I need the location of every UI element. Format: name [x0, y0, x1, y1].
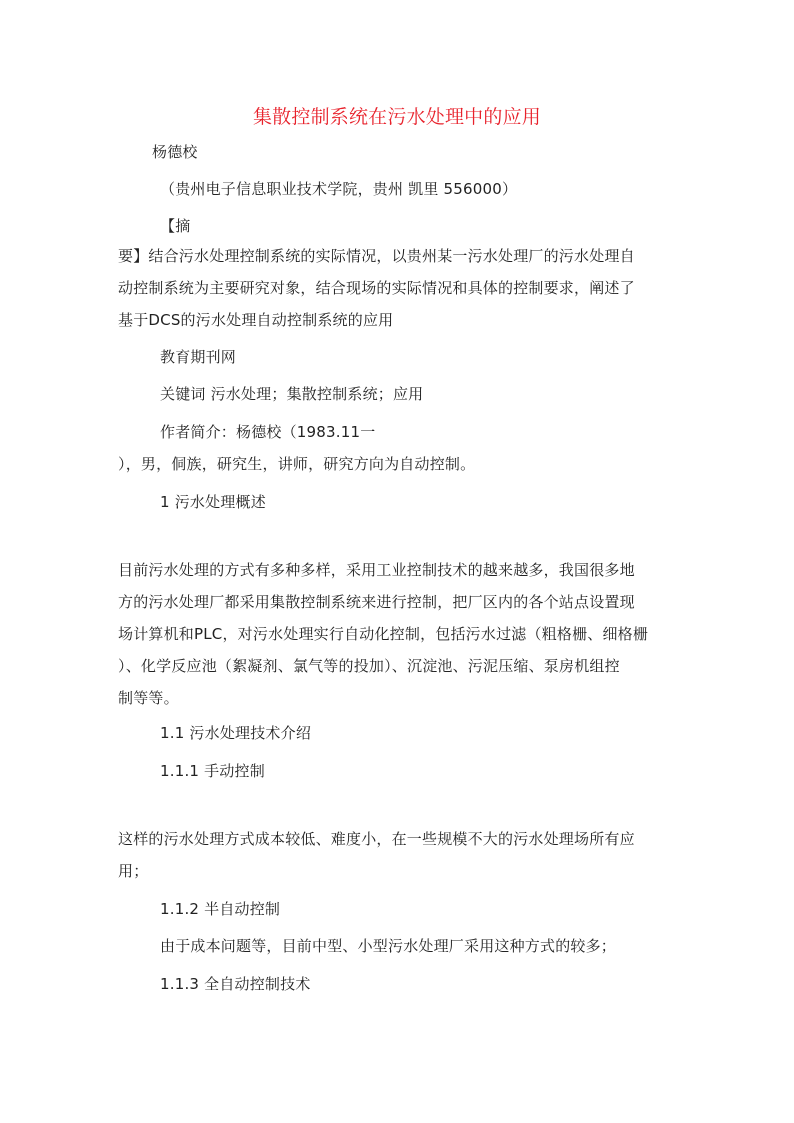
author-intro-line: 作者简介：杨德校（1983.11一 [160, 423, 376, 441]
subsection-heading: 1.1.2 半自动控制 [160, 900, 281, 918]
body-paragraph-line: 目前污水处理的方式有多种多样，采用工业控制技术的越来越多，我国很多地 [118, 561, 635, 579]
author-intro-line: ），男，侗族，研究生，讲师，研究方向为自动控制。 [118, 455, 476, 473]
abstract-line: 基于DCS的污水处理自动控制系统的应用 [118, 311, 394, 329]
subsection-heading: 1.1 污水处理技术介绍 [160, 724, 312, 742]
body-paragraph-line: 由于成本问题等，目前中型、小型污水处理厂采用这种方式的较多； [160, 937, 617, 955]
subsection-heading: 1.1.3 全自动控制技术 [160, 975, 311, 993]
abstract-line: 要】结合污水处理控制系统的实际情况，以贵州某一污水处理厂的污水处理自 [118, 247, 635, 265]
keywords: 关键词 污水处理；集散控制系统；应用 [160, 385, 424, 403]
body-paragraph-line: 用； [118, 862, 149, 880]
section-heading: 1 污水处理概述 [160, 493, 266, 511]
abstract-label: 【摘 [160, 217, 191, 235]
subsection-heading: 1.1.1 手动控制 [160, 762, 265, 780]
body-paragraph-line: 制等等。 [118, 689, 179, 707]
body-paragraph-line: ）、化学反应池（絮凝剂、氯气等的投加）、沉淀池、污泥压缩、泵房机组控 [118, 657, 620, 675]
body-paragraph-line: 场计算机和PLC，对污水处理实行自动化控制，包括污水过滤（粗格栅、细格栅 [118, 625, 649, 643]
abstract-line: 动控制系统为主要研究对象，结合现场的实际情况和具体的控制要求，阐述了 [118, 279, 635, 297]
document-title: 集散控制系统在污水处理中的应用 [252, 106, 541, 128]
author-affiliation: （贵州电子信息职业技术学院，贵州 凯里 556000） [160, 180, 518, 198]
body-paragraph-line: 这样的污水处理方式成本较低、难度小，在一些规模不大的污水处理场所有应 [118, 830, 635, 848]
source-text: 教育期刊网 [160, 348, 237, 366]
body-paragraph-line: 方的污水处理厂都采用集散控制系统来进行控制，把厂区内的各个站点设置现 [118, 593, 635, 611]
author-name: 杨德校 [152, 143, 198, 161]
